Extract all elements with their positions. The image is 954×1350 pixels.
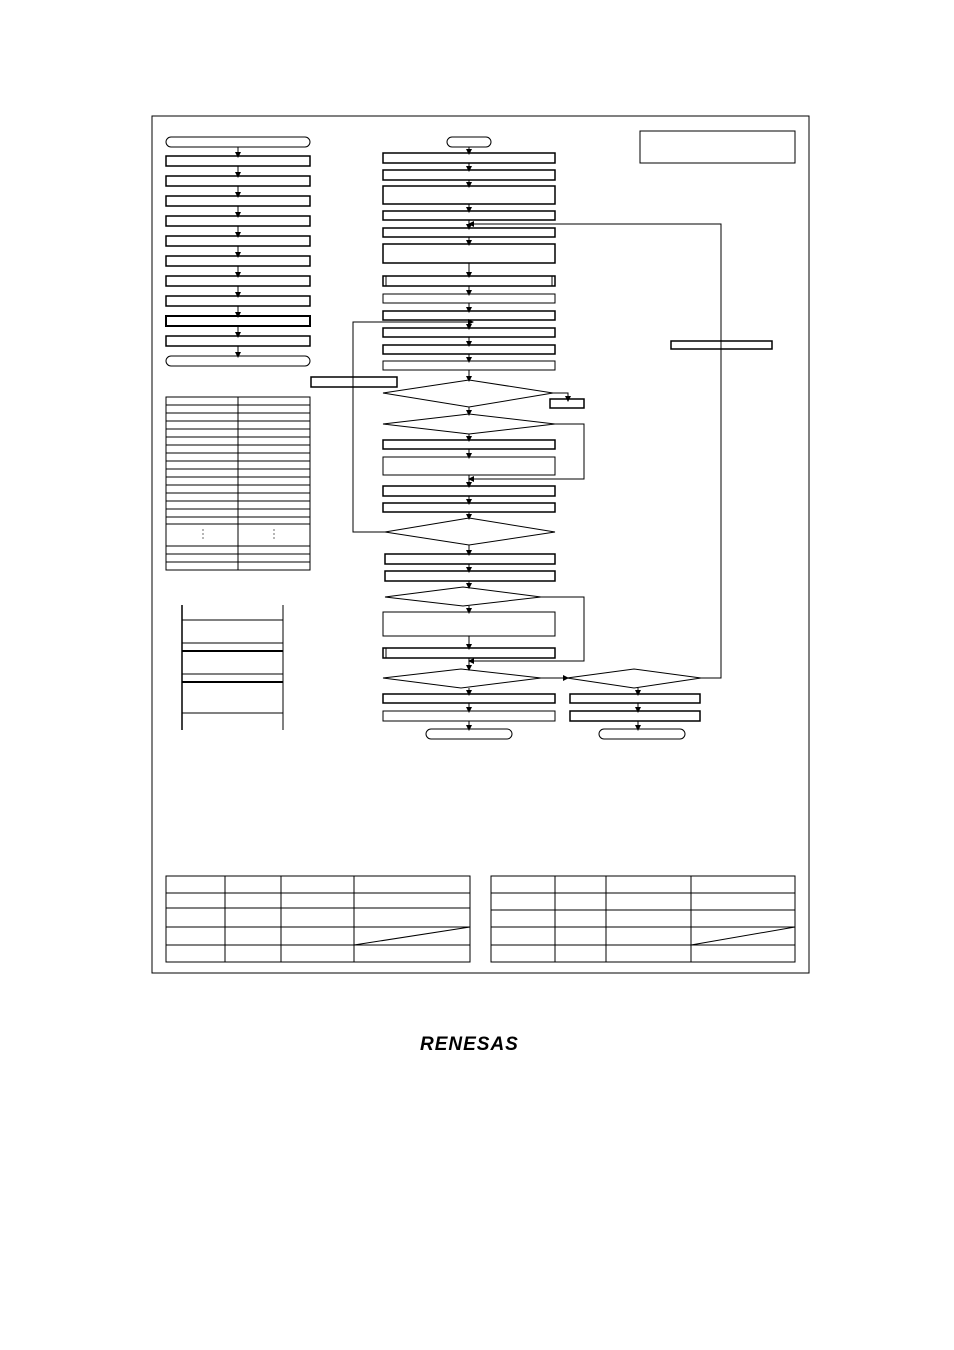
- main-step-2: [383, 170, 555, 180]
- left-data-table: [166, 397, 310, 570]
- left-step-6: [166, 256, 310, 266]
- left-step-5: [166, 236, 310, 246]
- right-step-2: [570, 711, 700, 721]
- left-step-3: [166, 196, 310, 206]
- main-start-terminal: [447, 137, 491, 147]
- left-step-8: [166, 296, 310, 306]
- left-step-1: [166, 156, 310, 166]
- main-step-13: [383, 440, 555, 449]
- decision-2: [383, 414, 555, 434]
- left-end-terminal: [166, 356, 310, 366]
- loop-side-box: [311, 377, 397, 387]
- decision-5: [383, 669, 541, 688]
- main-step-1: [383, 153, 555, 163]
- decision-3: [385, 518, 555, 545]
- main-step-10: [383, 328, 555, 337]
- main-step-18: [385, 571, 555, 581]
- decision-4: [385, 587, 541, 606]
- right-step-1: [570, 694, 700, 703]
- bottom-table-right: [491, 876, 795, 962]
- main-step-17: [385, 554, 555, 564]
- note-box: [640, 131, 795, 163]
- left-step-10: [166, 336, 310, 346]
- main-step-16: [383, 503, 555, 512]
- main-step-5: [383, 228, 555, 237]
- main-step-12: [383, 361, 555, 370]
- memory-map-diagram: [182, 605, 283, 730]
- main-step-21: [383, 694, 555, 703]
- main-step-19: [383, 612, 555, 636]
- main-end-terminal: [426, 729, 512, 739]
- main-step-3: [383, 186, 555, 204]
- main-step-6: [383, 244, 555, 263]
- left-step-7: [166, 276, 310, 286]
- right-end-terminal: [599, 729, 685, 739]
- main-step-20: [383, 648, 555, 658]
- left-step-4: [166, 216, 310, 226]
- main-step-22: [383, 711, 555, 721]
- left-step-2: [166, 176, 310, 186]
- main-step-8: [383, 294, 555, 303]
- main-step-9: [383, 311, 555, 320]
- renesas-logo: [420, 1033, 544, 1057]
- renesas-logo-text: RENESAS: [420, 1034, 519, 1055]
- decision-1: [383, 380, 553, 407]
- main-step-14: [383, 457, 555, 475]
- decision-1-exit-box: [550, 399, 584, 408]
- main-step-11: [383, 345, 555, 354]
- main-step-15: [383, 486, 555, 496]
- bottom-table-left: [166, 876, 470, 962]
- left-flowchart: [166, 137, 310, 366]
- left-step-9: [166, 316, 310, 326]
- main-step-4: [383, 211, 555, 220]
- main-step-7: [383, 276, 555, 286]
- left-start-terminal: [166, 137, 310, 147]
- decision-6: [567, 669, 701, 688]
- main-arrows: [469, 147, 638, 728]
- main-flowchart: [311, 137, 772, 739]
